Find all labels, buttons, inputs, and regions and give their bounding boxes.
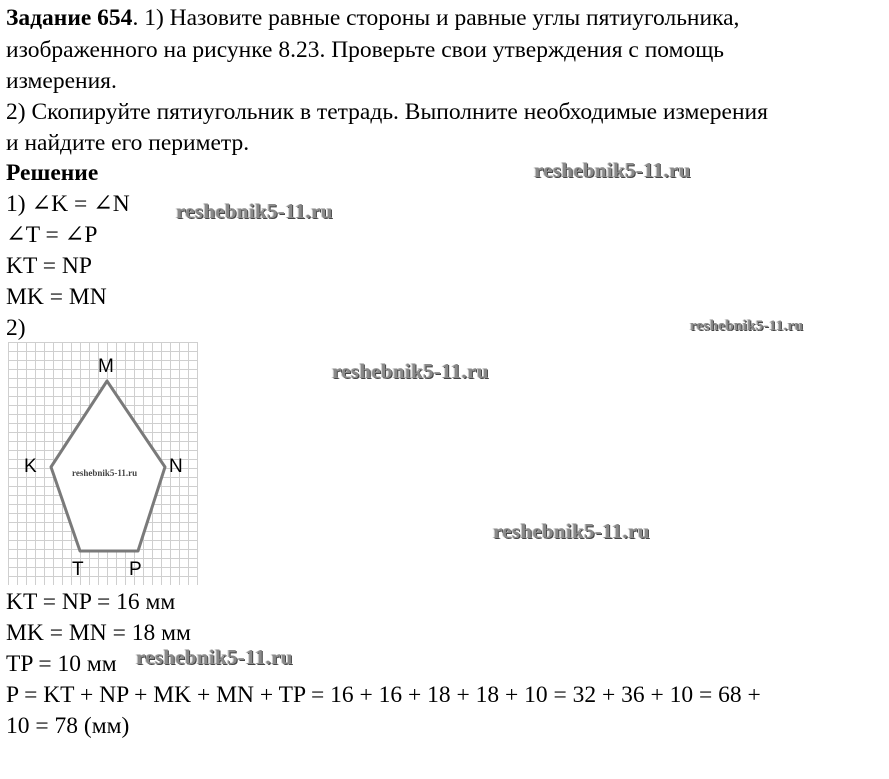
task-line-4: 2) Скопируйте пятиугольник в тетрадь. Выполните необходимые измерения	[6, 99, 768, 125]
watermark-4: reshebnik5-11.ru	[332, 359, 489, 383]
watermark-6: reshebnik5-11.ru	[136, 645, 293, 669]
equality-3: KT = NP	[6, 253, 92, 279]
task-line-2: изображенного на рисунке 8.23. Проверьте свои утверждения с помощь	[6, 37, 725, 63]
pentagon-figure	[8, 342, 198, 585]
vertex-label-t: T	[72, 559, 84, 580]
measurement-3: TP = 10 мм	[6, 651, 117, 677]
vertex-label-n: N	[169, 456, 183, 477]
watermark-1: reshebnik5-11.ru	[534, 158, 691, 182]
equality-4: MK = MN	[6, 284, 107, 310]
vertex-label-p: P	[129, 559, 142, 580]
task-line-3: измерения.	[6, 68, 117, 94]
part-2-label: 2)	[6, 315, 26, 341]
task-line-1-text: . 1) Назовите равные стороны и равные углы пятиугольника,	[132, 5, 740, 31]
task-line-5: и найдите его периметр.	[6, 130, 250, 156]
watermark-5: reshebnik5-11.ru	[493, 519, 650, 543]
vertex-label-m: M	[98, 356, 114, 377]
measurement-2: MK = MN = 18 мм	[6, 620, 191, 646]
task-line-1	[6, 3, 739, 33]
vertex-label-k: K	[24, 456, 37, 477]
equality-2: ∠T = ∠P	[6, 222, 98, 248]
watermark-2: reshebnik5-11.ru	[176, 199, 333, 223]
equality-1: 1) ∠K = ∠N	[6, 191, 130, 217]
watermark-3: reshebnik5-11.ru	[690, 318, 804, 334]
task-title: Задание 654	[6, 5, 133, 31]
perimeter-line-2: 10 = 78 (мм)	[6, 713, 130, 739]
measurement-1: KT = NP = 16 мм	[6, 589, 176, 615]
solution-heading: Решение	[6, 160, 99, 186]
pentagon-shape	[51, 381, 165, 551]
figure-watermark: reshebnik5-11.ru	[72, 468, 138, 478]
perimeter-line-1: P = KT + NP + MK + MN + TP = 16 + 16 + 18 + 18 + 10 = 32 + 36 + 10 = 68 +	[6, 682, 761, 708]
